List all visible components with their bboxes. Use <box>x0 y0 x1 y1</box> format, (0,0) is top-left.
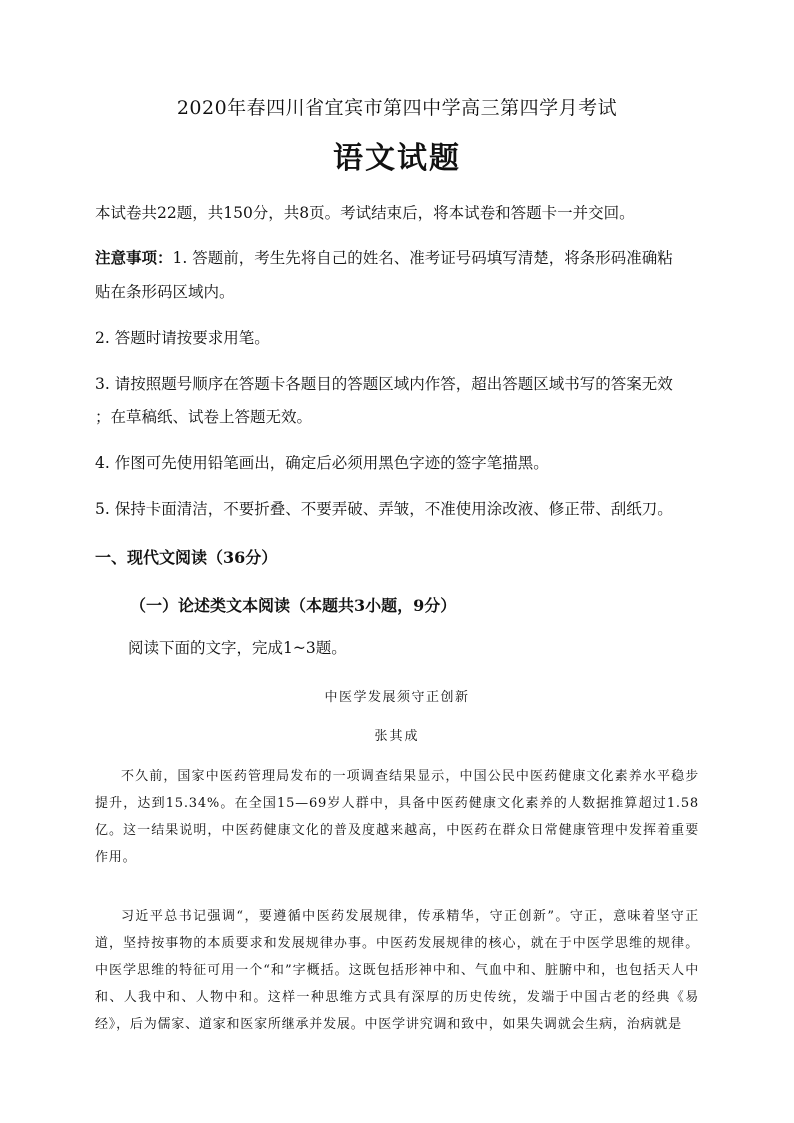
exam-intro: 本试卷共22题，共150分，共8页。考试结束后，将本试卷和答题卡一并交回。 <box>95 204 635 222</box>
article-title: 中医学发展须守正创新 <box>324 690 470 705</box>
article-paragraph-2: 习近平总书记强调“，要遵循中医药发展规律，传承精华，守正创新”。守正，意味着坚守正道，坚持按事物的本质要求和发展规律办事。中医药发展规律的核心，就在于中医学思维的规律。中医学思维的特征可用一个“和”字概括。这既包括形神中和、气血中和、脏腑中和，也包括天人中和、人我中和、人物中和。这样一种思维方式具有深厚的历史传统，发端于中国古老的经典《易经》，后为儒家、道家和医家所继承并发展。中医学讲究调和致中，如果失调就会生病，治病就是 <box>95 909 699 1032</box>
exam-title: 2020年春四川省宜宾市第四中学高三第四学月考试 <box>176 97 618 119</box>
section-heading: 一、现代文阅读（36分） <box>95 548 278 567</box>
section-subheading: （一）论述类文本阅读（本题共3小题，9分） <box>130 596 457 615</box>
article-paragraph-1: 不久前，国家中医药管理局发布的一项调查结果显示，中国公民中医药健康文化素养水平稳步提升，达到15.34%。在全国15—69岁人群中，具备中医药健康文化素养的人数据推算超过1.58亿。这一结果说明，中医药健康文化的普及度越来越高，中医药在群众日常健康管理中发挥着重要作用。 <box>95 769 699 865</box>
notice-item-4: 4. 作图可先使用铅笔画出，确定后必须用黑色字迹的签字笔描黑。 <box>95 454 549 472</box>
notice-item-1 <box>95 248 673 268</box>
notice-item-1-text: 1. 答题前，考生先将自己的姓名、准考证号码填写清楚，将条形码准确粘 <box>172 249 673 267</box>
notice-item-2: 2. 答题时请按要求用笔。 <box>95 329 270 347</box>
reading-instruction: 阅读下面的文字，完成1~3题。 <box>128 639 347 657</box>
notice-item-3-continued: ；在草稿纸、试卷上答题无效。 <box>95 408 313 426</box>
notice-label: 注意事项： <box>95 248 173 267</box>
notice-item-5: 5. 保持卡面清洁，不要折叠、不要弄破、弄皱，不准使用涂改液、修正带、刮纸刀。 <box>95 500 673 518</box>
notice-item-1-continued: 贴在条形码区域内。 <box>95 283 235 301</box>
notice-item-3: 3. 请按照题号顺序在答题卡各题目的答题区域内作答，超出答题区域书写的答案无效 <box>95 375 673 393</box>
article-author: 张其成 <box>374 729 420 744</box>
subject-title: 语文试题 <box>333 141 461 176</box>
